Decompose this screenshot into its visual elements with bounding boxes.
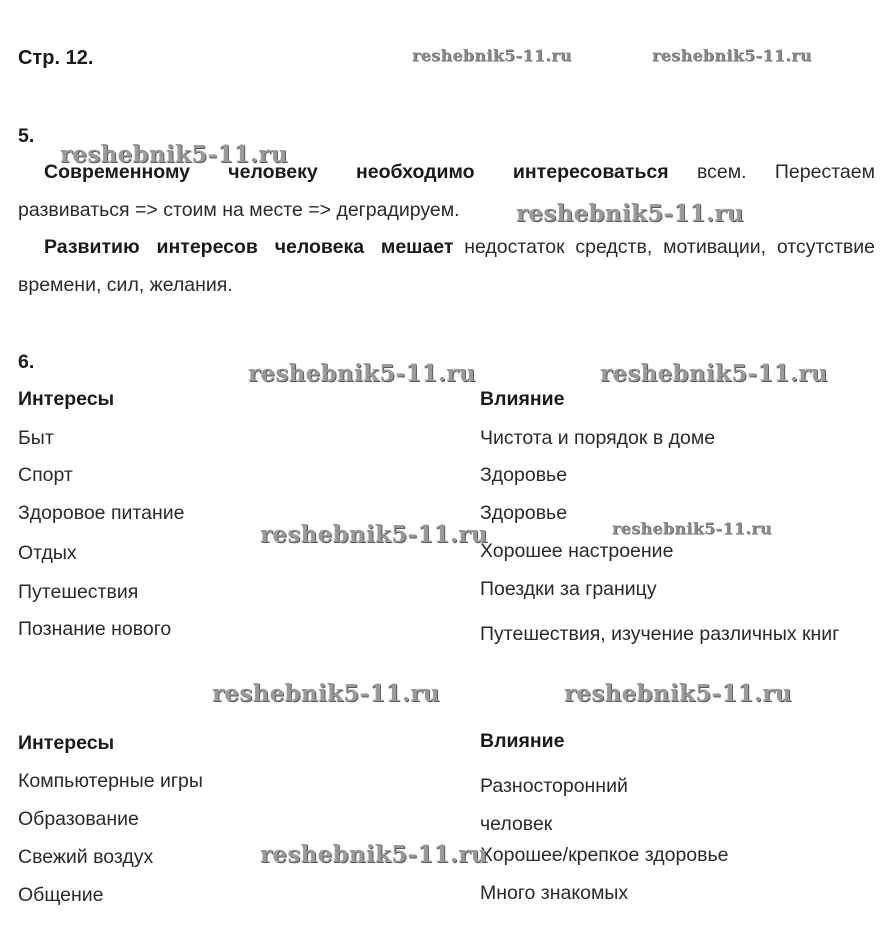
table-1-header-influence: Влияние bbox=[480, 388, 565, 410]
table-1-influence-4: Хорошее настроение bbox=[480, 540, 674, 562]
table-1-influence-3: Здоровье bbox=[480, 502, 568, 524]
watermark: reshebnik5-11.ru bbox=[60, 141, 288, 168]
watermark: reshebnik5-11.ru bbox=[612, 519, 772, 538]
task-6-number: 6. bbox=[18, 351, 35, 373]
watermark: reshebnik5-11.ru bbox=[516, 200, 744, 227]
table-2-interest-4: Общение bbox=[18, 884, 104, 906]
table-1-interest-4: Отдых bbox=[18, 542, 77, 564]
task-5-paragraph-2 bbox=[18, 228, 875, 304]
watermark: reshebnik5-11.ru bbox=[652, 46, 812, 65]
table-1-influence-2: Здоровье bbox=[480, 464, 568, 486]
table-1-interest-6: Познание нового bbox=[18, 618, 172, 640]
task-5-p1-bold: Современному человеку необходимо интересоваться bbox=[44, 161, 669, 183]
table-1-header-interests: Интересы bbox=[18, 388, 115, 410]
table-2-interest-1: Компьютерные игры bbox=[18, 770, 203, 792]
table-1-interest-2: Спорт bbox=[18, 464, 73, 486]
watermark: reshebnik5-11.ru bbox=[412, 46, 572, 65]
watermark: reshebnik5-11.ru bbox=[260, 841, 488, 868]
table-1-influence-6: Путешествия, изучение различных книг bbox=[480, 623, 840, 645]
watermark: reshebnik5-11.ru bbox=[212, 680, 440, 707]
table-2-interest-3: Свежий воздух bbox=[18, 846, 154, 868]
table-1-interest-1: Быт bbox=[18, 427, 54, 449]
watermark: reshebnik5-11.ru bbox=[248, 360, 476, 387]
page-title: Стр. 12. bbox=[18, 47, 94, 69]
table-2-influence-1 bbox=[480, 767, 680, 843]
table-1-influence-5: Поездки за границу bbox=[480, 578, 657, 600]
table-2-header-influence: Влияние bbox=[480, 730, 565, 752]
task-5-p2-rest: недостаток средств, мотивации, отсутствие времени, сил, желания. bbox=[18, 236, 875, 296]
watermark: reshebnik5-11.ru bbox=[260, 521, 488, 548]
table-1-influence-1: Чистота и порядок в доме bbox=[480, 427, 716, 449]
task-5-p1-rest: всем. Перестаем развиваться => стоим на месте => деградируем. bbox=[18, 161, 876, 221]
task-5-number: 5. bbox=[18, 125, 35, 147]
table-1-interest-5: Путешествия bbox=[18, 581, 139, 603]
table-2-influence-3: Хорошее/крепкое здоровье bbox=[480, 844, 729, 866]
watermark: reshebnik5-11.ru bbox=[600, 360, 828, 387]
table-2-influence-4: Много знакомых bbox=[480, 882, 629, 904]
table-1-interest-3: Здоровое питание bbox=[18, 502, 185, 524]
table-2-influence-1-text: Разносторонний человек bbox=[480, 775, 628, 835]
watermark: reshebnik5-11.ru bbox=[564, 680, 792, 707]
table-2-interest-2: Образование bbox=[18, 808, 139, 830]
table-2-header-interests: Интересы bbox=[18, 732, 115, 754]
task-5-p2-bold: Развитию интересов человека мешает bbox=[44, 236, 454, 258]
